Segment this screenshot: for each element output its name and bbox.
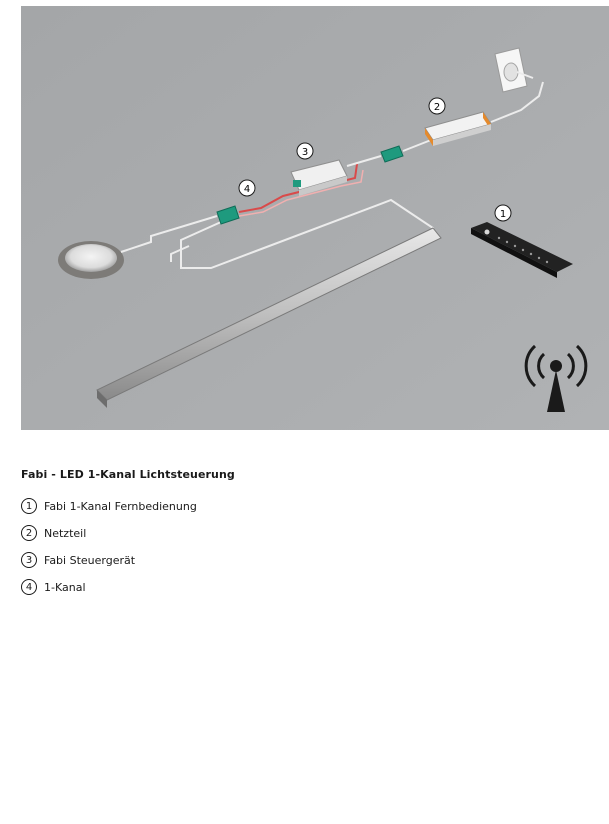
legend-label: Netzteil	[44, 526, 87, 540]
legend-number: 3	[21, 552, 37, 568]
legend-item	[21, 524, 197, 542]
legend-item	[21, 551, 197, 569]
svg-text:2: 2	[433, 102, 441, 113]
callout-3	[297, 143, 313, 159]
callout-2	[429, 98, 445, 114]
svg-text:4: 4	[243, 184, 251, 195]
document-title: Fabi - LED 1-Kanal Lichtsteuerung	[21, 468, 235, 481]
legend-label: 1-Kanal	[44, 580, 86, 594]
svg-text:3: 3	[301, 147, 309, 158]
legend-list	[21, 497, 197, 605]
callout-4	[239, 180, 255, 196]
legend-label: Fabi Steuergerät	[44, 553, 136, 567]
legend-number: 2	[21, 525, 37, 541]
legend-item	[21, 578, 197, 596]
legend-number: 4	[21, 579, 37, 595]
callout-1	[495, 205, 511, 221]
legend-label: Fabi 1-Kanal Fernbedienung	[44, 499, 197, 513]
svg-text:1: 1	[499, 209, 507, 220]
legend-number: 1	[21, 498, 37, 514]
product-scene	[21, 6, 609, 430]
legend-item	[21, 497, 197, 515]
